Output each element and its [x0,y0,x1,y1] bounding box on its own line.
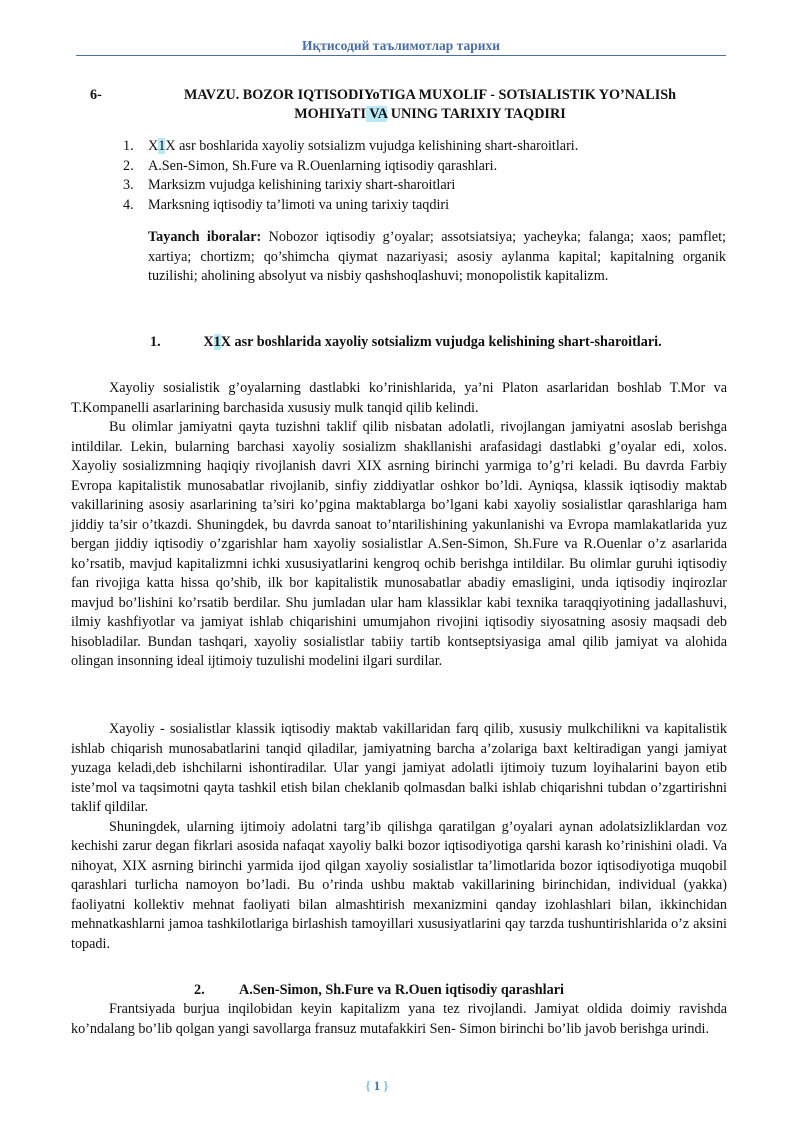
outline-highlight: 1 [158,138,166,154]
running-header-title: Иқтисодий таълимотлар тарихи [301,38,501,53]
section-1-title [150,333,670,352]
outline-text: A.Sen-Simon, Sh.Fure va R.Ouenlarning iqtisodiy qarashlari. [148,157,498,174]
section-1-title-pre: X [203,334,214,350]
outline-number: 3. [123,177,134,193]
keywords-text: Nobozor iqtisodiy g’oyalar; assotsiatsiya; yacheyka; falanga; xaos; pamflet; xartiya; chortizm; qo’shimcha qiymat nazariyasi; asosiy aylanma kapital; kapitalning organik tuzilishi; aholining absolyut va nisbiy qashshoqlashuvi; monopolistik kapitalizm. [148,229,726,284]
keywords-label: Tayanch iboralar: [148,229,262,245]
outline-text: Marksning iqtisodiy ta’limoti va uning tarixiy taqdiri [148,196,450,213]
outline-item [123,157,743,177]
title-line-2-part-a: MOHIYaTI [294,106,366,122]
document-title [90,86,730,124]
title-line-1: MAVZU. BOZOR IQTISODIYoTIGA MUXOLIF - SOTsIALISTIK YO’NALISh [183,87,677,103]
page-brace-open: { [365,1078,371,1093]
outline-item [123,176,743,196]
paragraph: Shuningdek, ularning ijtimoiy adolatni targ’ib qilishga qaratilgan g’oyalari aynan adolatsizliklardan voz kechishi zarur degan fikrlari asosida nafaqat xayoliy balki bozor iqtisodiyotiga qarshi karash ko’rinishini oladi. Va nihoyat, XIX asrning birinchi yarmida ijod qilgan xayoliy sosialistlar ta’limotlarida bozor iqtisodiyotiga muqobil qarashlari turlicha namoyon bo’ladi. Bu o’rinda ushbu maktab vakillarining birinchidan, individual (yakka) faoliyatni kollektiv mehnat faoliyati bilan almashtirish mexanizmini qanday izohlashlari bilan, ikkinchidan mehnatkashlarni jamoa tashkilotlariga birlashish tamoyillari xususiyatlarini qay tarzda tushuntirishlarida o’z aksini topadi. [71,818,727,952]
outline-text: Marksizm vujudga kelishining tarixiy shart-sharoitlari [148,177,456,193]
section-1-title-post: X asr boshlarida xayoliy sotsializm vujudga kelishining shart-sharoitlari. [220,334,662,350]
paragraph: Bu olimlar jamiyatni qayta tuzishni taklif qilib nisbatan adolatli, rivojlangan jamiyatni asoslab berishga intildilar. Lekin, bularning barchasi xayoliy sosializm shakllanishi arafasidagi dastlabki g’oyalar edi, xolos. Xayoliy sosializmning haqiqiy rivojlanish davri XIX asrning birinchi yarmiga to’g’ri keladi. Bu davrda Farbiy Evropa kapitalistik munosabatlar rivojlanib, sinfiy ziddiyatlar oshkor bo’ldi. Ayniqsa, klassik iqtisodiy maktab vakillarining asosiy asarlarining ta’siri ko’pgina maktablarga bo’lgani kabi xayoliy sosialistlar qarashlariga ham jiddiy ta’sir o’tkazdi. Shuningdek, bu davrda sanoat to’ntarilishining yakunlanishi va Evropa mamlakatlarida yuz bergan jiddiy iqtisodiy o’zgarishlar ham xayoliy sosialistlar A.Sen-Simon, Sh.Fure va R.Ouenlar o’z asarlarida ko’rsatib, mavjud kapitalizmni ichki xususiyatlarini kengroq ochib berishga intildilar. Bu olimlar guruhi iqtisodiy fan rivojiga katta hissa qo’shib, ilk bor kapitalistik munosabatlar abadiy emasligini, unda iqtisodiy inqirozlar mavjud bo’lishini ko’rsatib berdilar. Shu jumladan ular ham klassiklar kabi texnika taraqqiyotining jadallashuvi, ilmiy kashfiyotlar va jamiyat ishlab chiqarishini umumjahon rivojini iqtisodiy siyosatning asosiy maqsadi deb hisobladilar. Bundan tashqari, xayoliy sosialistlar tabiiy tartib kontseptsiyasiga amal qilib jamiyat va alohida olingan insonning ideal ijtimoiy tuzulishi modelini ilgari surdilar. [71,419,727,669]
topic-outline [123,137,743,215]
section-2-title: A.Sen-Simon, Sh.Fure va R.Ouen iqtisodiy qarashlari [239,982,564,998]
outline-text-pre: X [148,138,159,154]
section-1-body-continued [71,720,727,954]
title-line-2-part-c: UNING TARIXIY TAQDIRI [387,106,566,122]
outline-number: 1. [123,138,134,154]
outline-item [123,196,743,216]
keywords-block [148,228,726,287]
outline-number: 2. [123,157,134,174]
running-header [76,38,726,56]
outline-number: 4. [123,196,134,213]
section-1-number: 1. [150,334,161,350]
paragraph: Xayoliy sosialistik g’oyalarning dastlabki ko’rinishlarida, ya’ni Platon asarlaridan boshlab T.Mor va T.Kompanelli asarlarining barchasida xususiy mulk tanqid qilib kelindi. [71,380,727,416]
page-brace-close: } [383,1078,389,1093]
section-1-highlight: 1 [213,334,221,350]
outline-text-post: X asr boshlarida xayoliy sotsializm vujudga kelishining shart-sharoitlari. [165,138,579,154]
title-highlight: VA [366,106,388,122]
outline-item [123,137,743,157]
title-number: 6- [90,87,102,103]
title-line-2 [90,105,730,124]
paragraph: Frantsiyada burjua inqilobidan keyin kapitalizm yana tez rivojlandi. Jamiyat oldida doimiy ravishda ko’ndalang bo’lib qolgan yangi savollarga fransuz mutafakkiri Sen- Simon birinchi bo’lib javob berishga urindi. [71,1001,727,1037]
page-number [362,1078,392,1094]
section-2-number: 2. [194,982,205,998]
section-1-body [71,379,727,672]
paragraph: Xayoliy - sosialistlar klassik iqtisodiy maktab vakillaridan farq qilib, xususiy mulkchilikni va kapitalistik ishlab chiqarish munosabatlarini tanqid qiladilar, jamiyatning barcha a’zolariga baxt keltiradigan yangi jamiyat yuzaga keladi,deb ishchilarni ishontiradilar. Ular yangi jamiyat adolatli ijtimoiy tuzum loyihalarini bayon etib iste’mol va taqsimotni qayta tashkil etish bilan cheklanib qolmasdan balki ishlab chiqarishni tubdan o’zgartirishni taklif qildilar. [71,721,727,815]
section-1-heading [150,333,670,352]
section-2-heading [194,981,644,1000]
page-number-value: 1 [373,1078,381,1093]
section-2-body [71,1000,727,1039]
